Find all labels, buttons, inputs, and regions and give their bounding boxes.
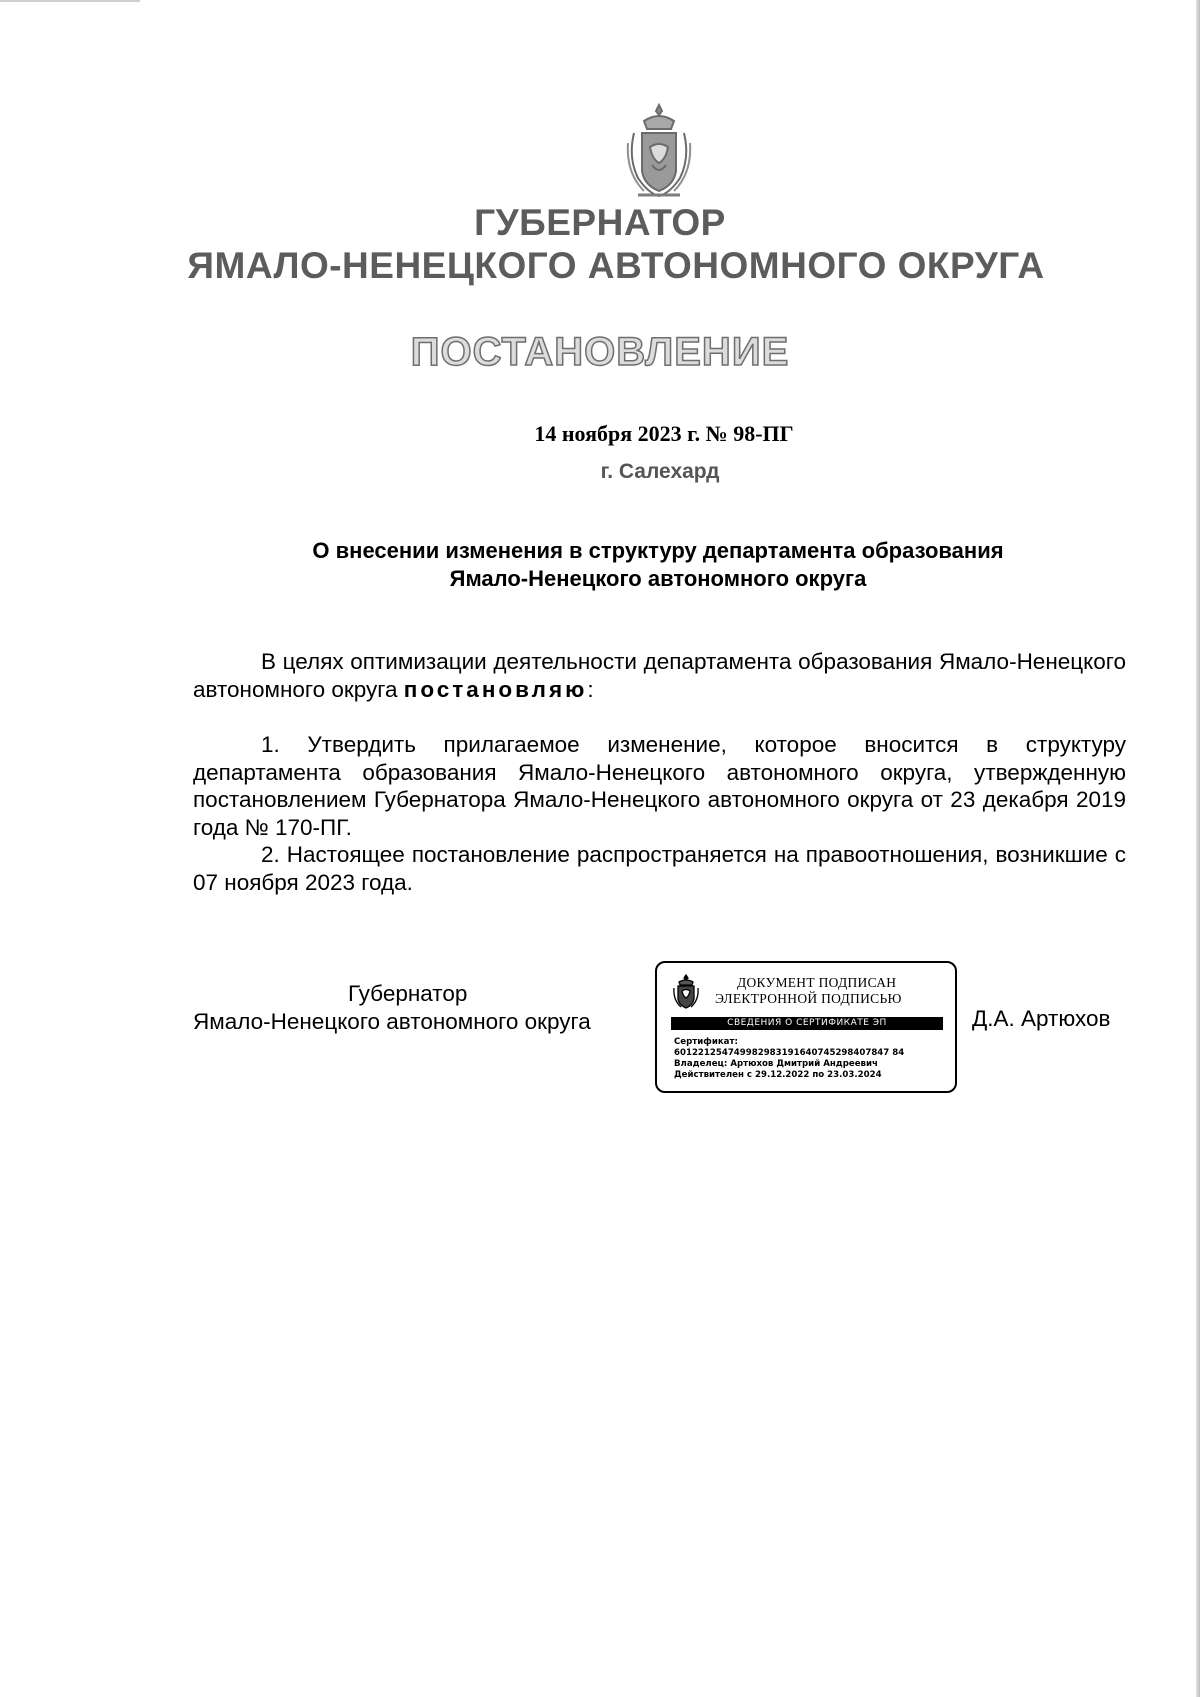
document-subject xyxy=(58,537,1200,593)
governor-title: ГУБЕРНАТОР xyxy=(474,202,726,243)
scan-edge-top xyxy=(0,0,140,2)
signatory-position xyxy=(193,980,643,1035)
decree-items xyxy=(193,731,1126,896)
stamp-coat-of-arms-icon xyxy=(671,974,701,1010)
stamp-header xyxy=(715,975,945,1007)
preamble xyxy=(193,648,1126,703)
decree-colon: : xyxy=(587,676,594,702)
stamp-line-1: ДОКУМЕНТ ПОДПИСАН xyxy=(737,975,897,990)
date-number: 14 ноября 2023 г. № 98-ПГ xyxy=(534,421,794,446)
stamp-certificate-info xyxy=(674,1037,904,1081)
position-line-1: Губернатор xyxy=(348,981,468,1006)
cert-validity: Действителен с 29.12.2022 по 23.03.2024 xyxy=(674,1070,882,1080)
item-1: 1. Утвердить прилагаемое изменение, которое вносится в структуру департамента образования Ямало-Ненецкого автономного округа, утвержденную постановлением Губернатора Ямало-Ненецкого автономного округа от 23 декабря 2019 года № 170-ПГ. xyxy=(193,732,1126,840)
position-line-2: Ямало-Ненецкого автономного округа xyxy=(193,1008,591,1034)
cert-owner: Владелец: Артюхов Дмитрий Андреевич xyxy=(674,1059,878,1069)
subject-line-2: Ямало-Ненецкого автономного округа xyxy=(449,566,867,591)
electronic-signature-stamp xyxy=(655,961,957,1093)
region-title: ЯМАЛО-НЕНЕЦКОГО АВТОНОМНОГО ОКРУГА xyxy=(187,245,1045,286)
item-2: 2. Настоящее постановление распространяется на правоотношения, возникшие с 07 ноября 2023 года. xyxy=(193,842,1126,895)
signatory-name: Д.А. Артюхов xyxy=(972,1006,1111,1031)
cert-number: 601221254749982983191640745298407847 84 xyxy=(674,1048,905,1058)
document-type: ПОСТАНОВЛЕНИЕ xyxy=(410,330,790,374)
stamp-certificate-bar: СВЕДЕНИЯ О СЕРТИФИКАТЕ ЭП xyxy=(671,1017,943,1030)
city: г. Салехард xyxy=(600,460,720,483)
decree-word: постановляю xyxy=(403,676,588,702)
subject-line-1: О внесении изменения в структуру департамента образования xyxy=(312,538,1004,563)
stamp-line-2: ЭЛЕКТРОННОЙ ПОДПИСЬЮ xyxy=(715,991,902,1006)
cert-label: Сертификат: xyxy=(674,1037,738,1047)
preamble-text: В целях оптимизации деятельности департамента образования Ямало-Ненецкого автономного округа xyxy=(193,649,1126,702)
coat-of-arms-icon xyxy=(624,103,694,203)
